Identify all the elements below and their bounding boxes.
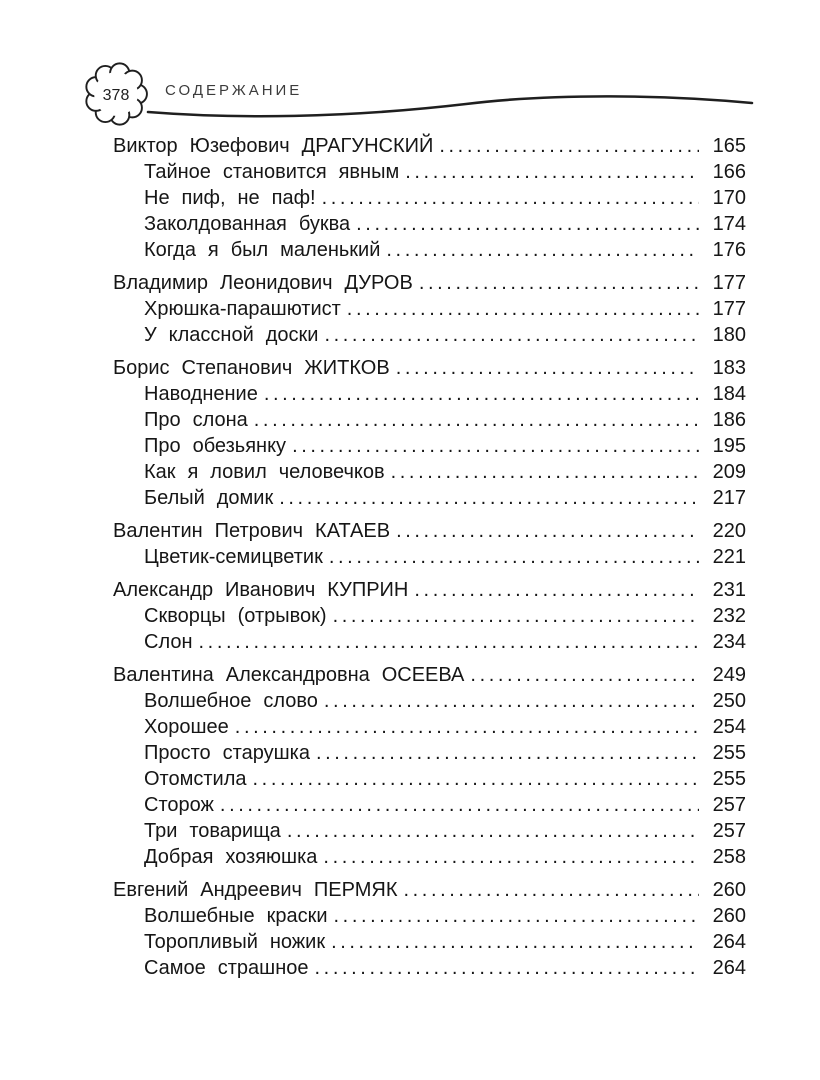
work-title: Когда я был маленький (144, 239, 381, 261)
toc-work-row (113, 766, 746, 792)
page-number: 217 (712, 487, 746, 509)
toc-work-row (113, 381, 746, 407)
author-name: Евгений Андреевич ПЕРМЯК (113, 879, 398, 901)
page-number: 264 (712, 931, 746, 953)
toc-work-row (113, 407, 746, 433)
toc-section (113, 355, 746, 511)
dot-leader (396, 355, 699, 381)
page-number: 195 (712, 435, 746, 457)
work-title: Добрая хозяюшка (144, 846, 318, 868)
page-number: 260 (712, 905, 746, 927)
page-number: 177 (712, 272, 746, 294)
toc-work-row (113, 322, 746, 348)
work-title: Цветик-семицветик (144, 546, 323, 568)
dot-leader (292, 433, 699, 459)
work-title: Заколдованная буква (144, 213, 351, 235)
dot-leader (322, 185, 699, 211)
page-number: 234 (712, 631, 746, 653)
dot-leader (396, 518, 699, 544)
toc-author-row (113, 877, 746, 903)
dot-leader (287, 818, 699, 844)
page-number: 264 (712, 957, 746, 979)
dot-leader (334, 903, 699, 929)
page-number: 231 (712, 579, 746, 601)
page-number: 258 (712, 846, 746, 868)
page-header (0, 0, 820, 135)
toc-section (113, 577, 746, 655)
toc-work-row (113, 459, 746, 485)
work-title: Хрюшка-парашютист (144, 298, 341, 320)
toc-work-row (113, 903, 746, 929)
page-number: 250 (712, 690, 746, 712)
page-number: 184 (712, 383, 746, 405)
toc-author-row (113, 662, 746, 688)
toc-work-row (113, 603, 746, 629)
author-name: Валентина Александровна ОСЕЕВА (113, 664, 465, 686)
toc-section (113, 270, 746, 348)
dot-leader (220, 792, 699, 818)
toc-work-row (113, 955, 746, 981)
toc-work-row (113, 159, 746, 185)
page-number: 255 (712, 768, 746, 790)
toc-work-row (113, 844, 746, 870)
page-number: 254 (712, 716, 746, 738)
page-number: 177 (712, 298, 746, 320)
page-number: 232 (712, 605, 746, 627)
page-number: 260 (712, 879, 746, 901)
work-title: Торопливый ножик (144, 931, 326, 953)
page-number: 174 (712, 213, 746, 235)
dot-leader (279, 485, 699, 511)
page-number: 180 (712, 324, 746, 346)
work-title: Как я ловил человечков (144, 461, 385, 483)
dot-leader (386, 237, 699, 263)
page-number: 170 (712, 187, 746, 209)
page-number: 183 (712, 357, 746, 379)
toc-work-row (113, 929, 746, 955)
author-name: Александр Иванович КУПРИН (113, 579, 409, 601)
author-name: Борис Степанович ЖИТКОВ (113, 357, 390, 379)
toc-work-row (113, 544, 746, 570)
work-title: Три товарища (144, 820, 281, 842)
dot-leader (316, 740, 699, 766)
toc-list (113, 133, 746, 981)
dot-leader (264, 381, 699, 407)
toc-work-row (113, 629, 746, 655)
dot-leader (439, 133, 699, 159)
page-number: 255 (712, 742, 746, 764)
work-title: Волшебные краски (144, 905, 328, 927)
work-title: Просто старушка (144, 742, 310, 764)
dot-leader (323, 844, 699, 870)
toc-work-row (113, 185, 746, 211)
page-number: 166 (712, 161, 746, 183)
work-title: Белый домик (144, 487, 274, 509)
dot-leader (324, 322, 699, 348)
page-number: 221 (712, 546, 746, 568)
work-title: Тайное становится явным (144, 161, 400, 183)
dot-leader (324, 688, 699, 714)
dot-leader (315, 955, 700, 981)
work-title: Про слона (144, 409, 248, 431)
dot-leader (235, 714, 699, 740)
toc-work-row (113, 818, 746, 844)
toc-work-row (113, 714, 746, 740)
dot-leader (403, 877, 699, 903)
dot-leader (356, 211, 699, 237)
dot-leader (470, 662, 699, 688)
flower-badge-icon (84, 62, 148, 126)
badge-page-number: 378 (102, 86, 130, 104)
toc-work-row (113, 211, 746, 237)
work-title: Хорошее (144, 716, 229, 738)
work-title: Сторож (144, 794, 214, 816)
toc-work-row (113, 485, 746, 511)
toc-work-row (113, 792, 746, 818)
dot-leader (419, 270, 699, 296)
work-title: У классной доски (144, 324, 319, 346)
dot-leader (391, 459, 699, 485)
toc-work-row (113, 237, 746, 263)
page-number: 249 (712, 664, 746, 686)
toc-author-row (113, 133, 746, 159)
toc-section (113, 662, 746, 870)
wavy-divider-line (146, 86, 756, 130)
author-name: Виктор Юзефович ДРАГУНСКИЙ (113, 135, 434, 157)
toc-work-row (113, 740, 746, 766)
dot-leader (253, 766, 700, 792)
toc-work-row (113, 433, 746, 459)
toc-author-row (113, 577, 746, 603)
page-title: СОДЕРЖАНИЕ (165, 82, 303, 99)
page-number: 257 (712, 820, 746, 842)
work-title: Не пиф, не паф! (144, 187, 316, 209)
toc-author-row (113, 270, 746, 296)
work-title: Самое страшное (144, 957, 309, 979)
page-number: 209 (712, 461, 746, 483)
author-name: Владимир Леонидович ДУРОВ (113, 272, 413, 294)
dot-leader (333, 603, 699, 629)
work-title: Отомстила (144, 768, 247, 790)
work-title: Про обезьянку (144, 435, 287, 457)
dot-leader (414, 577, 699, 603)
dot-leader (405, 159, 699, 185)
page-number: 220 (712, 520, 746, 542)
toc-section (113, 518, 746, 570)
author-name: Валентин Петрович КАТАЕВ (113, 520, 391, 542)
toc-work-row (113, 688, 746, 714)
toc-author-row (113, 355, 746, 381)
toc-author-row (113, 518, 746, 544)
dot-leader (199, 629, 699, 655)
toc-work-row (113, 296, 746, 322)
page-number: 165 (712, 135, 746, 157)
work-title: Наводнение (144, 383, 258, 405)
dot-leader (329, 544, 699, 570)
dot-leader (254, 407, 699, 433)
dot-leader (347, 296, 699, 322)
page-number: 257 (712, 794, 746, 816)
page-number: 176 (712, 239, 746, 261)
work-title: Скворцы (отрывок) (144, 605, 327, 627)
page-number: 186 (712, 409, 746, 431)
toc-section (113, 133, 746, 263)
work-title: Волшебное слово (144, 690, 318, 712)
dot-leader (331, 929, 699, 955)
work-title: Слон (144, 631, 193, 653)
toc-section (113, 877, 746, 981)
